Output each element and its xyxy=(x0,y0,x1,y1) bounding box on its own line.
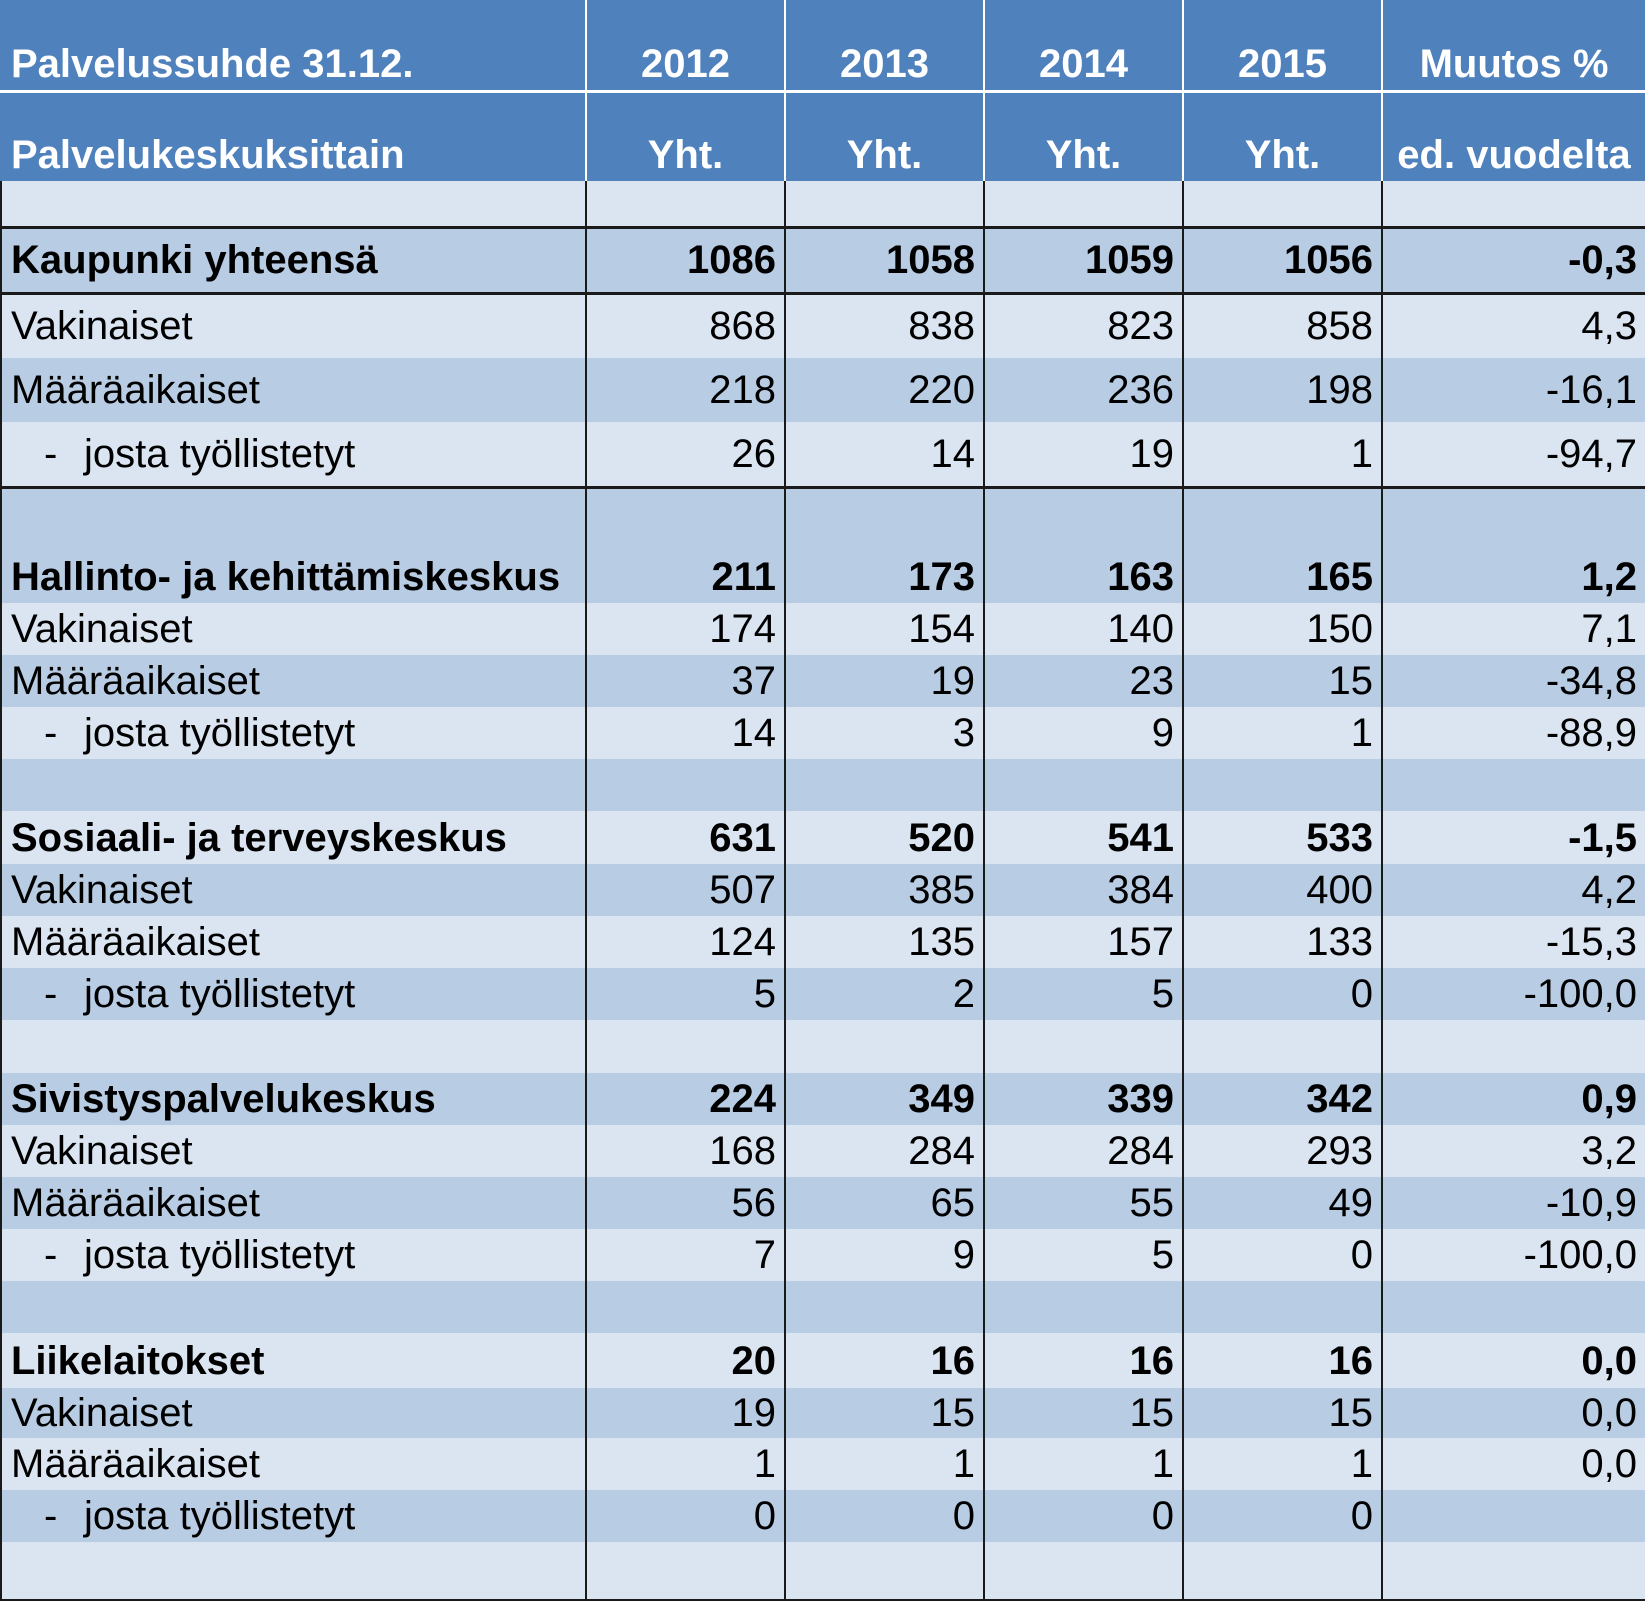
cell-2012: 224 xyxy=(586,1073,785,1125)
table-row xyxy=(1,603,1645,655)
cell-change: 0,0 xyxy=(1382,1388,1645,1438)
table-row xyxy=(1,1177,1645,1229)
cell-change: 4,2 xyxy=(1382,864,1645,916)
cell-2012: 168 xyxy=(586,1125,785,1177)
cell-2014: 157 xyxy=(984,916,1183,968)
group-total-row xyxy=(1,1073,1645,1125)
group-total-row xyxy=(1,811,1645,864)
cell-2014: 0 xyxy=(984,1490,1183,1542)
header-year-2013: 2013 xyxy=(785,0,984,91)
cell-2014: 140 xyxy=(984,603,1183,655)
cell-2012: 1 xyxy=(586,1438,785,1490)
cell-2015: 533 xyxy=(1183,811,1382,864)
row-label xyxy=(1,968,586,1020)
cell-2013: 520 xyxy=(785,811,984,864)
spacer-row xyxy=(1,1020,1645,1073)
row-label: Vakinaiset xyxy=(1,1388,586,1438)
cell-2012: 507 xyxy=(586,864,785,916)
cell-2013: 349 xyxy=(785,1073,984,1125)
row-dash: - xyxy=(44,711,58,755)
cell-change: 0,0 xyxy=(1382,1333,1645,1388)
cell-2012: 1086 xyxy=(586,227,785,293)
cell-change: -0,3 xyxy=(1382,227,1645,293)
cell-2012: 20 xyxy=(586,1333,785,1388)
cell-2015: 15 xyxy=(1183,655,1382,707)
cell-2013: 1 xyxy=(785,1438,984,1490)
cell-2012: 218 xyxy=(586,358,785,422)
cell-change: -88,9 xyxy=(1382,707,1645,759)
cell-2013: 220 xyxy=(785,358,984,422)
cell-2015: 16 xyxy=(1183,1333,1382,1388)
row-label: Vakinaiset xyxy=(1,603,586,655)
cell-2015: 49 xyxy=(1183,1177,1382,1229)
cell-2012: 0 xyxy=(586,1490,785,1542)
header-row-1 xyxy=(1,0,1645,91)
row-label-text: josta työllistetyt xyxy=(84,972,356,1016)
row-label xyxy=(1,707,586,759)
table-row xyxy=(1,293,1645,358)
row-label xyxy=(1,1490,586,1542)
cell-2014: 5 xyxy=(984,968,1183,1020)
row-label xyxy=(1,1229,586,1281)
cell-change: 7,1 xyxy=(1382,603,1645,655)
spacer-row xyxy=(1,1542,1645,1600)
cell-2013: 173 xyxy=(785,487,984,603)
cell-2012: 124 xyxy=(586,916,785,968)
cell-2015: 150 xyxy=(1183,603,1382,655)
cell-2015: 0 xyxy=(1183,1229,1382,1281)
cell-2014: 1 xyxy=(984,1438,1183,1490)
cell-2012: 5 xyxy=(586,968,785,1020)
cell-change: 1,2 xyxy=(1382,487,1645,603)
cell-2013: 2 xyxy=(785,968,984,1020)
cell-2012: 7 xyxy=(586,1229,785,1281)
table-row xyxy=(1,916,1645,968)
cell-2013: 19 xyxy=(785,655,984,707)
table-row xyxy=(1,1490,1645,1542)
header-row-2 xyxy=(1,91,1645,181)
row-label: Määräaikaiset xyxy=(1,1438,586,1490)
cell-2014: 23 xyxy=(984,655,1183,707)
cell-2014: 19 xyxy=(984,422,1183,487)
header-label-2: Palvelukeskuksittain xyxy=(1,91,586,181)
cell-2014: 163 xyxy=(984,487,1183,603)
cell-change: -15,3 xyxy=(1382,916,1645,968)
table-row xyxy=(1,422,1645,487)
row-label: Hallinto- ja kehittämiskeskus xyxy=(1,487,586,603)
header-label-1: Palvelussuhde 31.12. xyxy=(1,0,586,91)
row-dash: - xyxy=(44,431,58,476)
header-change: Muutos % xyxy=(1382,0,1645,91)
table-row xyxy=(1,864,1645,916)
row-dash: - xyxy=(44,1233,58,1277)
table-row xyxy=(1,707,1645,759)
group-total-row xyxy=(1,227,1645,293)
group-total-row xyxy=(1,487,1645,603)
cell-change: 0,0 xyxy=(1382,1438,1645,1490)
cell-2012: 14 xyxy=(586,707,785,759)
cell-2015: 293 xyxy=(1183,1125,1382,1177)
header-total-2015: Yht. xyxy=(1183,91,1382,181)
cell-2015: 858 xyxy=(1183,293,1382,358)
cell-2012: 26 xyxy=(586,422,785,487)
header-total-2013: Yht. xyxy=(785,91,984,181)
row-label: Liikelaitokset xyxy=(1,1333,586,1388)
table-row xyxy=(1,655,1645,707)
spacer-row xyxy=(1,181,1645,227)
row-label: Määräaikaiset xyxy=(1,358,586,422)
row-label: Määräaikaiset xyxy=(1,1177,586,1229)
cell-2012: 211 xyxy=(586,487,785,603)
table-row xyxy=(1,968,1645,1020)
table-row xyxy=(1,1438,1645,1490)
table-row xyxy=(1,1229,1645,1281)
cell-2014: 384 xyxy=(984,864,1183,916)
cell-2015: 165 xyxy=(1183,487,1382,603)
cell-2013: 65 xyxy=(785,1177,984,1229)
header-change-sub: ed. vuodelta xyxy=(1382,91,1645,181)
cell-2015: 0 xyxy=(1183,1490,1382,1542)
cell-change: -34,8 xyxy=(1382,655,1645,707)
row-label: Sivistyspalvelukeskus xyxy=(1,1073,586,1125)
cell-change: -100,0 xyxy=(1382,968,1645,1020)
header-total-2014: Yht. xyxy=(984,91,1183,181)
cell-2014: 15 xyxy=(984,1388,1183,1438)
group-total-row xyxy=(1,1333,1645,1388)
cell-2012: 37 xyxy=(586,655,785,707)
cell-2012: 868 xyxy=(586,293,785,358)
cell-change: 0,9 xyxy=(1382,1073,1645,1125)
cell-2015: 400 xyxy=(1183,864,1382,916)
cell-change: -16,1 xyxy=(1382,358,1645,422)
table-row xyxy=(1,1125,1645,1177)
cell-2014: 284 xyxy=(984,1125,1183,1177)
cell-2012: 19 xyxy=(586,1388,785,1438)
cell-2013: 1058 xyxy=(785,227,984,293)
cell-2013: 9 xyxy=(785,1229,984,1281)
row-label-text: josta työllistetyt xyxy=(84,431,356,476)
cell-2013: 154 xyxy=(785,603,984,655)
header-year-2014: 2014 xyxy=(984,0,1183,91)
cell-2014: 339 xyxy=(984,1073,1183,1125)
table-row xyxy=(1,358,1645,422)
cell-2013: 3 xyxy=(785,707,984,759)
cell-2015: 15 xyxy=(1183,1388,1382,1438)
cell-2015: 133 xyxy=(1183,916,1382,968)
table-row xyxy=(1,1388,1645,1438)
cell-2013: 284 xyxy=(785,1125,984,1177)
cell-change xyxy=(1382,1490,1645,1542)
cell-2015: 0 xyxy=(1183,968,1382,1020)
cell-2013: 15 xyxy=(785,1388,984,1438)
cell-2015: 1 xyxy=(1183,707,1382,759)
cell-change: 4,3 xyxy=(1382,293,1645,358)
cell-2014: 823 xyxy=(984,293,1183,358)
row-label: Määräaikaiset xyxy=(1,916,586,968)
row-label: Vakinaiset xyxy=(1,293,586,358)
cell-2014: 541 xyxy=(984,811,1183,864)
header-total-2012: Yht. xyxy=(586,91,785,181)
cell-change: 3,2 xyxy=(1382,1125,1645,1177)
cell-2013: 14 xyxy=(785,422,984,487)
cell-2012: 631 xyxy=(586,811,785,864)
row-label: Määräaikaiset xyxy=(1,655,586,707)
cell-2014: 16 xyxy=(984,1333,1183,1388)
cell-2012: 56 xyxy=(586,1177,785,1229)
spacer-row xyxy=(1,759,1645,811)
cell-2013: 135 xyxy=(785,916,984,968)
row-label-text: josta työllistetyt xyxy=(84,1494,356,1538)
cell-2013: 16 xyxy=(785,1333,984,1388)
row-label: Vakinaiset xyxy=(1,864,586,916)
row-label: Vakinaiset xyxy=(1,1125,586,1177)
header-year-2012: 2012 xyxy=(586,0,785,91)
header-year-2015: 2015 xyxy=(1183,0,1382,91)
cell-2014: 9 xyxy=(984,707,1183,759)
cell-2013: 838 xyxy=(785,293,984,358)
cell-2014: 55 xyxy=(984,1177,1183,1229)
cell-2014: 236 xyxy=(984,358,1183,422)
row-label-text: josta työllistetyt xyxy=(84,1233,356,1277)
cell-2014: 5 xyxy=(984,1229,1183,1281)
cell-2015: 1056 xyxy=(1183,227,1382,293)
cell-2012: 174 xyxy=(586,603,785,655)
cell-2013: 0 xyxy=(785,1490,984,1542)
row-label: Kaupunki yhteensä xyxy=(1,227,586,293)
cell-change: -100,0 xyxy=(1382,1229,1645,1281)
cell-change: -10,9 xyxy=(1382,1177,1645,1229)
row-label-text: josta työllistetyt xyxy=(84,711,356,755)
cell-change: -94,7 xyxy=(1382,422,1645,487)
cell-2013: 385 xyxy=(785,864,984,916)
row-label xyxy=(1,422,586,487)
cell-2015: 342 xyxy=(1183,1073,1382,1125)
row-label: Sosiaali- ja terveyskeskus xyxy=(1,811,586,864)
cell-2015: 1 xyxy=(1183,1438,1382,1490)
spacer-row xyxy=(1,1281,1645,1333)
cell-2015: 1 xyxy=(1183,422,1382,487)
row-dash: - xyxy=(44,972,58,1016)
cell-2014: 1059 xyxy=(984,227,1183,293)
row-dash: - xyxy=(44,1494,58,1538)
cell-2015: 198 xyxy=(1183,358,1382,422)
cell-change: -1,5 xyxy=(1382,811,1645,864)
